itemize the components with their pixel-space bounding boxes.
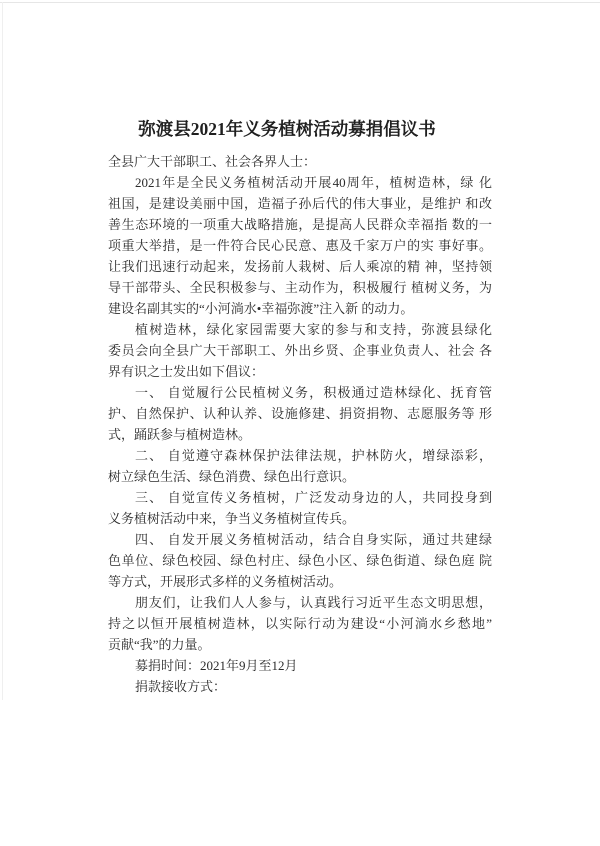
text-line: 二、 自觉遵守森林保护法律法规，护林防火，增绿添彩，: [135, 448, 492, 463]
text-line: 建设名副其实的“小河淌水•幸福弥渡”注入新 的动力。: [108, 301, 414, 316]
document-body: [108, 151, 492, 697]
text-line: 色单位、绿色校园、绿色村庄、绿色小区、绿色街道、绿色庭 院: [108, 553, 492, 568]
text-line: 界有识之士发出如下倡议：: [108, 364, 265, 379]
text-line: 项重大举措，是一件符合民心民意、惠及千家万户的实 事好事。: [108, 238, 492, 253]
text-line: 2021年是全民义务植树活动开展40周年，植树造林，绿 化: [135, 175, 492, 190]
page-edge-top-line: [0, 2, 600, 3]
text-line: 树立绿色生活、绿色消费、绿色出行意识。: [108, 469, 356, 484]
text-line: 护、自然保护、认种认养、设施修建、捐资捐物、志愿服务等 形: [108, 406, 492, 421]
text-line: 募捐时间：2021年9月至12月: [135, 658, 298, 673]
text-line: 导干部带头、全民积极参与、主动作为，积极履行 植树义务，为: [108, 280, 492, 295]
text-line: 善生态环境的一项重大战略措施，是提高人民群众幸福指 数的一: [108, 217, 492, 232]
text-line: 式，踊跃参与植树造林。: [108, 427, 252, 442]
text-line: 持之以恒开展植树造林，以实际行动为建设“小河淌水乡愁地”: [108, 616, 492, 631]
text-line: 朋友们，让我们人人参与，认真践行习近平生态文明思想，: [135, 595, 492, 610]
text-line: 一、 自觉履行公民植树义务，积极通过造林绿化、抚育管: [135, 385, 492, 400]
text-line: 委员会向全县广大干部职工、外出乡贤、企事业负责人、社会 各: [108, 343, 492, 358]
text-line: 三、 自觉宣传义务植树，广泛发动身边的人，共同投身到: [135, 490, 492, 505]
text-line: 等方式，开展形式多样的义务植树活动。: [108, 574, 343, 589]
text-line: 贡献“我”的力量。: [108, 637, 211, 652]
text-line: 植树造林，绿化家园需要大家的参与和支持，弥渡县绿化: [135, 322, 492, 337]
text-line: 让我们迅速行动起来，发扬前人栽树、后人乘凉的精 神，坚持领: [108, 259, 492, 274]
text-line: 四、 自发开展义务植树活动，结合自身实际，通过共建绿: [135, 532, 492, 547]
text-line: 义务植树活动中来，争当义务植树宣传兵。: [108, 511, 356, 526]
text-line: 祖国，是建设美丽中国，造福子孙后代的伟大事业，是维护 和改: [108, 196, 492, 211]
page-title: 弥渡县2021年义务植树活动募捐倡议书: [138, 119, 436, 139]
page-edge-left-line: [2, 2, 3, 700]
text-line: 捐款接收方式：: [135, 679, 227, 694]
text-line: 全县广大干部职工、社会各界人士：: [108, 154, 317, 169]
